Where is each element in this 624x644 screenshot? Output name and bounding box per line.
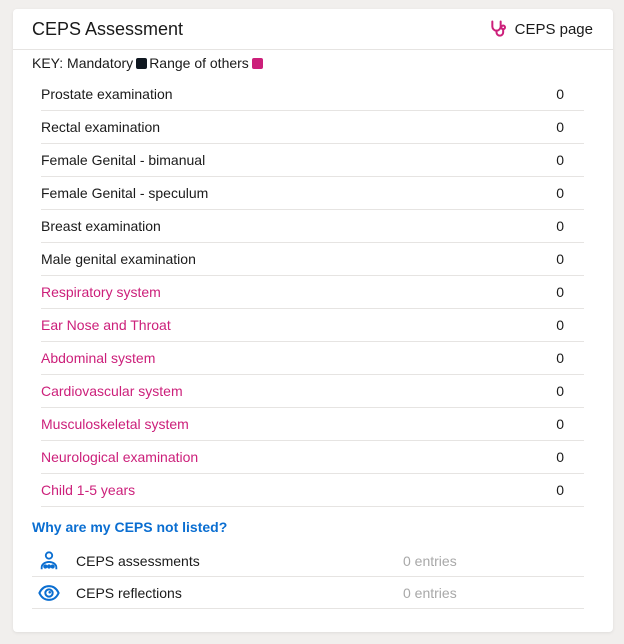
row-count: 0: [556, 449, 564, 465]
ceps-row-male-genital: [41, 243, 584, 276]
row-label: Female Genital - speculum: [41, 185, 209, 201]
entry-count: 0 entries: [403, 584, 457, 601]
eye-icon: [34, 582, 64, 604]
ceps-page-label: CEPS page: [514, 20, 593, 38]
row-label: Male genital examination: [41, 251, 196, 267]
entry-ceps-reflections[interactable]: [32, 577, 584, 609]
row-count: 0: [556, 383, 564, 399]
entry-label[interactable]: CEPS reflections: [76, 584, 182, 601]
ceps-list: [41, 78, 584, 507]
row-label[interactable]: Abdominal system: [41, 350, 156, 366]
card-header: [13, 9, 613, 50]
row-count: 0: [556, 152, 564, 168]
entry-label[interactable]: CEPS assessments: [76, 552, 200, 569]
ceps-row-female-bimanual: [41, 144, 584, 177]
row-label[interactable]: Ear Nose and Throat: [41, 317, 171, 333]
person-assessment-icon: [34, 550, 64, 572]
row-count: 0: [556, 416, 564, 432]
legend-key: [13, 50, 613, 74]
ceps-row-musculoskeletal[interactable]: [41, 408, 584, 441]
ceps-row-cardiovascular[interactable]: [41, 375, 584, 408]
row-count: 0: [556, 86, 564, 102]
row-count: 0: [556, 218, 564, 234]
row-label[interactable]: Neurological examination: [41, 449, 199, 465]
ceps-row-child[interactable]: [41, 474, 584, 507]
row-label[interactable]: Cardiovascular system: [41, 383, 183, 399]
ceps-row-respiratory[interactable]: [41, 276, 584, 309]
row-label: Breast examination: [41, 218, 161, 234]
row-count: 0: [556, 482, 564, 498]
ceps-row-breast: [41, 210, 584, 243]
key-prefix: KEY:: [32, 55, 64, 71]
row-count: 0: [556, 251, 564, 267]
entry-count: 0 entries: [403, 552, 457, 569]
mandatory-swatch: [136, 58, 147, 69]
key-others-label: Range of others: [149, 55, 249, 71]
ceps-row-ent[interactable]: [41, 309, 584, 342]
row-count: 0: [556, 119, 564, 135]
row-label: Prostate examination: [41, 86, 173, 102]
ceps-row-female-speculum: [41, 177, 584, 210]
row-label[interactable]: Child 1-5 years: [41, 482, 136, 498]
entries-list: [32, 545, 584, 609]
row-count: 0: [556, 284, 564, 300]
entry-ceps-assessments[interactable]: [32, 545, 584, 577]
row-label: Female Genital - bimanual: [41, 152, 206, 168]
ceps-row-rectal: [41, 111, 584, 144]
row-label[interactable]: Respiratory system: [41, 284, 161, 300]
others-swatch: [252, 58, 263, 69]
ceps-page-link[interactable]: [489, 19, 593, 39]
ceps-row-prostate: [41, 78, 584, 111]
stethoscope-icon: [489, 19, 509, 39]
ceps-row-abdominal[interactable]: [41, 342, 584, 375]
row-count: 0: [556, 350, 564, 366]
card-title: CEPS Assessment: [32, 18, 184, 39]
row-label: Rectal examination: [41, 119, 161, 135]
row-count: 0: [556, 185, 564, 201]
ceps-row-neurological[interactable]: [41, 441, 584, 474]
row-label[interactable]: Musculoskeletal system: [41, 416, 189, 432]
why-ceps-not-listed-link[interactable]: Why are my CEPS not listed?: [32, 519, 228, 535]
key-mandatory-label: Mandatory: [67, 55, 134, 71]
row-count: 0: [556, 317, 564, 333]
ceps-assessment-card: [13, 9, 613, 632]
